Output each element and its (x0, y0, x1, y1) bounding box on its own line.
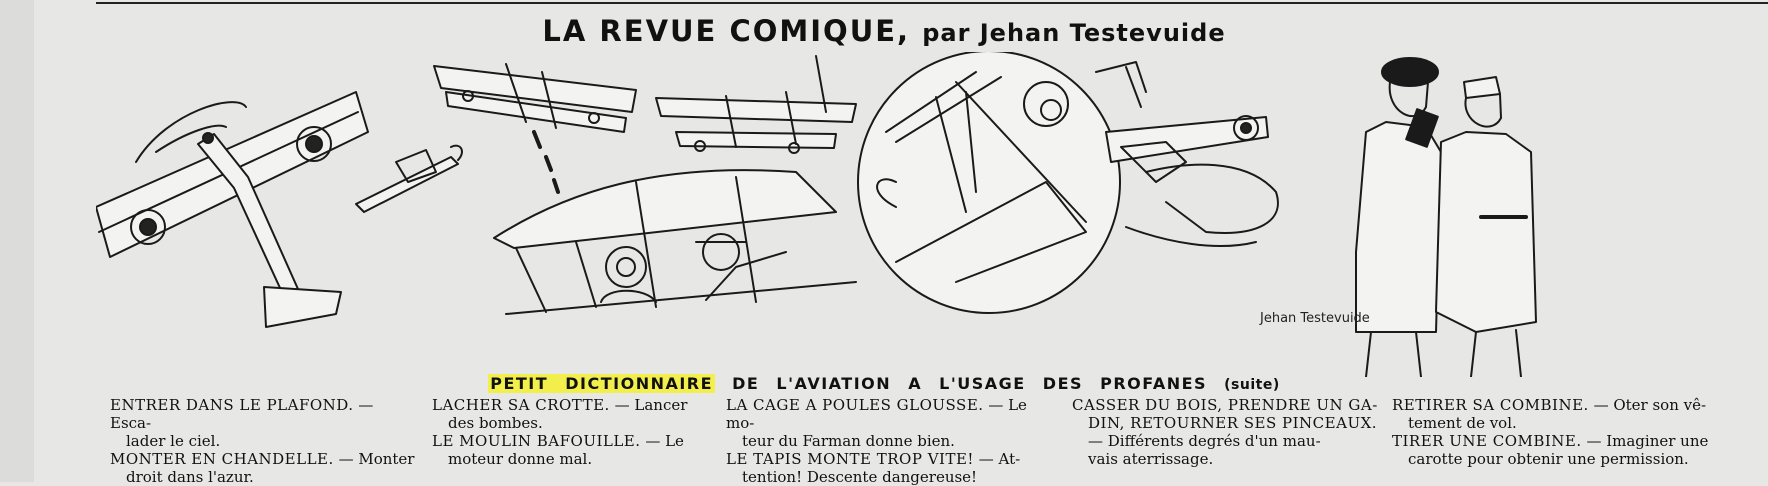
entry: LE MOULIN BAFOUILLE. — Le (432, 432, 684, 450)
artist-signature: Jehan Testevuide (1260, 311, 1370, 326)
entry-cont: moteur donne mal. (448, 450, 593, 468)
entry: LE TAPIS MONTE TROP VITE! — At- (726, 450, 1021, 468)
biplane-top-view-drawing (96, 92, 368, 327)
highlighted-heading: PETIT DICTIONNAIRE (490, 374, 714, 393)
circular-pilot-scene-drawing (858, 52, 1120, 313)
entry-cont: lader le ciel. (126, 432, 221, 450)
dictionary-column-4 (1072, 396, 1382, 468)
entry-cont: droit dans l'azur. (126, 468, 254, 486)
dictionary-column-5 (1392, 396, 1752, 468)
entry: RETIRER SA COMBINE. — Oter son vê- (1392, 396, 1707, 414)
entry: TIRER UNE COMBINE. — Imaginer une (1392, 432, 1709, 450)
two-soldiers-drawing (1356, 58, 1536, 377)
entry: MONTER EN CHANDELLE. — Monter (110, 450, 415, 468)
entry-cont: des bombes. (448, 414, 543, 432)
section-subtitle (0, 374, 1768, 393)
subtitle-suite: (suite) (1224, 377, 1280, 393)
crashed-plane-drawing (1096, 62, 1278, 246)
entry: LACHER SA CROTTE. — Lancer (432, 396, 688, 414)
dictionary-column-1 (110, 396, 416, 486)
dictionary-column-2 (432, 396, 712, 468)
entry-cont: carotte pour obtenir une permission. (1408, 450, 1689, 468)
page-title (0, 14, 1768, 48)
entry: CASSER DU BOIS, PRENDRE UN GA- (1072, 396, 1378, 414)
entry-cont: tention! Descente dangereuse! (742, 468, 978, 486)
dictionary-column-3 (726, 396, 1056, 486)
entry-cont: tement de vol. (1408, 414, 1517, 432)
entry-cont: teur du Farman donne bien. (742, 432, 955, 450)
entry-cont: — Différents degrés d'un mau- (1088, 432, 1321, 450)
top-rule (96, 2, 1768, 4)
page-margin (0, 0, 34, 482)
small-plane-drawing (356, 146, 462, 212)
title-byline: par Jehan Testevuide (922, 19, 1226, 47)
cockpit-pilots-drawing (494, 170, 856, 314)
entry: LA CAGE A POULES GLOUSSE. — Le mo- (726, 396, 1027, 432)
cartoon-illustration (96, 52, 1768, 377)
entry-cont: vais aterrissage. (1088, 450, 1214, 468)
title-text: LA REVUE COMIQUE, (542, 14, 911, 48)
entry-cont: DIN, RETOURNER SES PINCEAUX. (1088, 414, 1378, 432)
entry: ENTRER DANS LE PLAFOND. — Esca- (110, 396, 374, 432)
subtitle-rest: DE L'AVIATION A L'USAGE DES PROFANES (732, 374, 1208, 393)
